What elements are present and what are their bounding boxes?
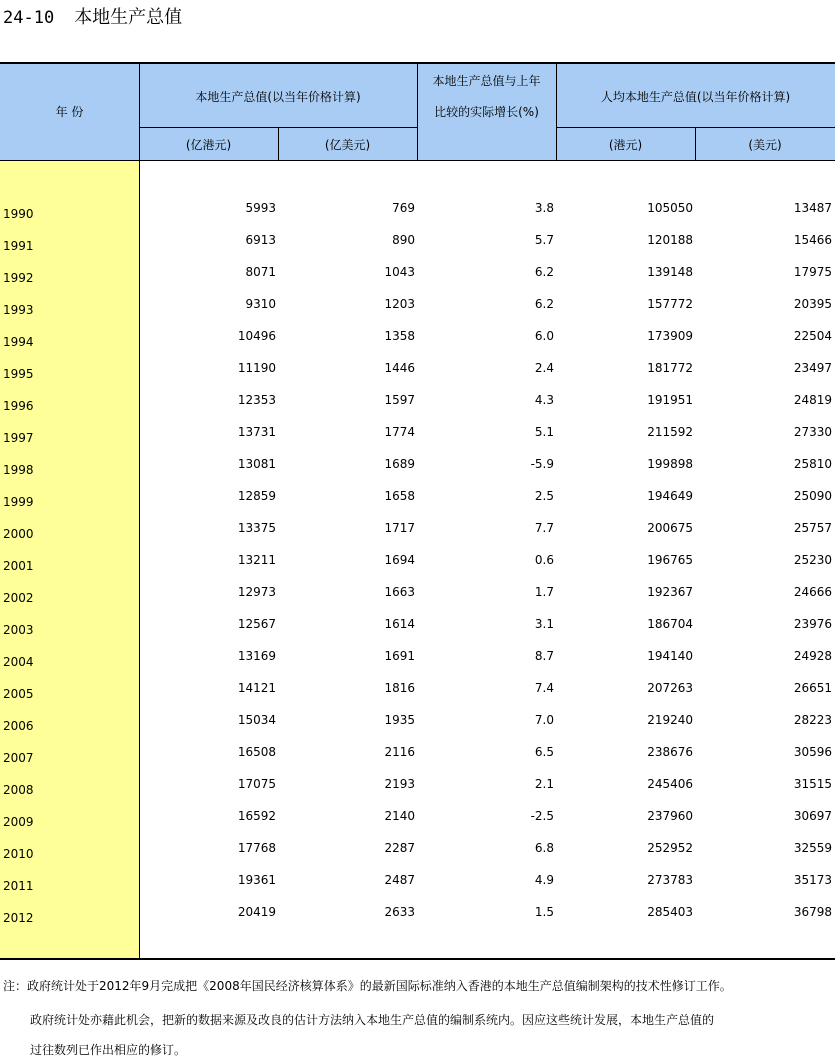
cell-pc-usd: 25090 bbox=[793, 489, 832, 503]
cell-growth: 5.7 bbox=[534, 233, 554, 247]
cell-growth: 3.8 bbox=[534, 201, 554, 215]
table-row bbox=[0, 384, 835, 416]
cell-growth: 7.7 bbox=[534, 521, 554, 535]
cell-pc-usd: 23976 bbox=[793, 617, 832, 631]
cell-gdp-hkd: 16508 bbox=[237, 745, 276, 759]
cell-gdp-hkd: 13081 bbox=[237, 457, 276, 471]
cell-year: 1991 bbox=[3, 239, 34, 253]
cell-growth: 3.1 bbox=[534, 617, 554, 631]
cell-pc-usd: 25810 bbox=[793, 457, 832, 471]
cell-year: 2008 bbox=[3, 783, 34, 797]
cell-pc-hkd: 194649 bbox=[647, 489, 693, 503]
cell-gdp-usd: 2633 bbox=[384, 905, 415, 919]
cell-pc-usd: 24666 bbox=[793, 585, 832, 599]
cell-pc-hkd: 120188 bbox=[647, 233, 693, 247]
table-row bbox=[0, 480, 835, 512]
cell-pc-usd: 17975 bbox=[793, 265, 832, 279]
table-row bbox=[0, 352, 835, 384]
cell-pc-usd: 24819 bbox=[793, 393, 832, 407]
table-row bbox=[0, 832, 835, 864]
header-bottom-rule bbox=[0, 160, 835, 161]
cell-pc-hkd: 285403 bbox=[647, 905, 693, 919]
cell-gdp-usd: 2140 bbox=[384, 809, 415, 823]
cell-gdp-hkd: 12353 bbox=[237, 393, 276, 407]
table-row bbox=[0, 224, 835, 256]
table-row bbox=[0, 448, 835, 480]
table-row bbox=[0, 672, 835, 704]
cell-gdp-hkd: 20419 bbox=[237, 905, 276, 919]
cell-pc-usd: 36798 bbox=[793, 905, 832, 919]
table-row bbox=[0, 608, 835, 640]
cell-growth: -2.5 bbox=[530, 809, 554, 823]
cell-pc-usd: 26651 bbox=[793, 681, 832, 695]
cell-gdp-usd: 1663 bbox=[384, 585, 415, 599]
cell-year: 2006 bbox=[3, 719, 34, 733]
cell-year: 2000 bbox=[3, 527, 34, 541]
cell-year: 2012 bbox=[3, 911, 34, 925]
table-row bbox=[0, 800, 835, 832]
header-year: 年 份 bbox=[55, 105, 84, 119]
cell-gdp-usd: 1691 bbox=[384, 649, 415, 663]
cell-gdp-hkd: 15034 bbox=[237, 713, 276, 727]
cell-pc-hkd: 192367 bbox=[647, 585, 693, 599]
cell-gdp-usd: 1614 bbox=[384, 617, 415, 631]
table-row bbox=[0, 288, 835, 320]
table-row bbox=[0, 576, 835, 608]
cell-gdp-hkd: 5993 bbox=[245, 201, 276, 215]
cell-growth: -5.9 bbox=[530, 457, 554, 471]
table-row bbox=[0, 640, 835, 672]
table-row bbox=[0, 416, 835, 448]
cell-growth: 6.0 bbox=[534, 329, 554, 343]
cell-gdp-usd: 1446 bbox=[384, 361, 415, 375]
cell-gdp-hkd: 13375 bbox=[237, 521, 276, 535]
cell-pc-hkd: 237960 bbox=[647, 809, 693, 823]
divider bbox=[556, 127, 835, 128]
note-line-2: 政府统计处亦藉此机会，把新的数据来源及改良的估计方法纳入本地生产总值的编制系统内。因应这些统计发展，本地生产总值的 bbox=[30, 1013, 715, 1027]
cell-year: 1997 bbox=[3, 431, 34, 445]
cell-year: 1999 bbox=[3, 495, 34, 509]
cell-gdp-usd: 1203 bbox=[384, 297, 415, 311]
cell-year: 2007 bbox=[3, 751, 34, 765]
cell-gdp-usd: 2116 bbox=[384, 745, 415, 759]
cell-pc-usd: 23497 bbox=[793, 361, 832, 375]
cell-growth: 5.1 bbox=[534, 425, 554, 439]
cell-gdp-hkd: 13211 bbox=[237, 553, 276, 567]
table-row bbox=[0, 704, 835, 736]
table-row bbox=[0, 768, 835, 800]
cell-growth: 4.3 bbox=[534, 393, 554, 407]
cell-gdp-usd: 1935 bbox=[384, 713, 415, 727]
cell-year: 2011 bbox=[3, 879, 34, 893]
cell-pc-hkd: 194140 bbox=[647, 649, 693, 663]
table-row bbox=[0, 864, 835, 896]
cell-growth: 0.6 bbox=[534, 553, 554, 567]
cell-pc-usd: 30697 bbox=[793, 809, 832, 823]
cell-year: 1995 bbox=[3, 367, 34, 381]
cell-pc-hkd: 252952 bbox=[647, 841, 693, 855]
cell-pc-usd: 27330 bbox=[793, 425, 832, 439]
cell-gdp-usd: 2193 bbox=[384, 777, 415, 791]
cell-pc-hkd: 238676 bbox=[647, 745, 693, 759]
cell-pc-usd: 30596 bbox=[793, 745, 832, 759]
table-row bbox=[0, 192, 835, 224]
cell-pc-hkd: 186704 bbox=[647, 617, 693, 631]
cell-pc-hkd: 211592 bbox=[647, 425, 693, 439]
cell-pc-hkd: 273783 bbox=[647, 873, 693, 887]
cell-pc-usd: 15466 bbox=[793, 233, 832, 247]
cell-growth: 8.7 bbox=[534, 649, 554, 663]
cell-growth: 6.5 bbox=[534, 745, 554, 759]
cell-gdp-hkd: 12859 bbox=[237, 489, 276, 503]
cell-pc-hkd: 157772 bbox=[647, 297, 693, 311]
cell-gdp-usd: 1658 bbox=[384, 489, 415, 503]
cell-gdp-hkd: 13731 bbox=[237, 425, 276, 439]
cell-gdp-usd: 1043 bbox=[384, 265, 415, 279]
cell-growth: 7.4 bbox=[534, 681, 554, 695]
cell-pc-hkd: 191951 bbox=[647, 393, 693, 407]
cell-growth: 1.7 bbox=[534, 585, 554, 599]
cell-pc-usd: 31515 bbox=[793, 777, 832, 791]
cell-pc-usd: 32559 bbox=[793, 841, 832, 855]
cell-gdp-usd: 1597 bbox=[384, 393, 415, 407]
note-line-1: 注：政府统计处于2012年9月完成把《2008年国民经济核算体系》的最新国际标准纳入香港的本地生产总值编制架构的技术性修订工作。 bbox=[3, 979, 732, 993]
cell-pc-usd: 28223 bbox=[793, 713, 832, 727]
cell-gdp-hkd: 11190 bbox=[237, 361, 276, 375]
cell-gdp-hkd: 12567 bbox=[237, 617, 276, 631]
cell-year: 1994 bbox=[3, 335, 34, 349]
cell-growth: 1.5 bbox=[534, 905, 554, 919]
table-row bbox=[0, 896, 835, 928]
cell-gdp-usd: 1816 bbox=[384, 681, 415, 695]
page-title bbox=[3, 6, 182, 30]
cell-gdp-hkd: 13169 bbox=[237, 649, 276, 663]
cell-pc-hkd: 196765 bbox=[647, 553, 693, 567]
cell-pc-usd: 24928 bbox=[793, 649, 832, 663]
cell-year: 1998 bbox=[3, 463, 34, 477]
cell-gdp-hkd: 16592 bbox=[237, 809, 276, 823]
cell-gdp-usd: 1774 bbox=[384, 425, 415, 439]
cell-gdp-hkd: 12973 bbox=[237, 585, 276, 599]
cell-gdp-usd: 890 bbox=[392, 233, 415, 247]
cell-gdp-hkd: 17768 bbox=[237, 841, 276, 855]
table-row bbox=[0, 736, 835, 768]
cell-pc-usd: 22504 bbox=[793, 329, 832, 343]
header-gdp-group: 本地生产总值(以当年价格计算) bbox=[195, 90, 361, 104]
cell-gdp-usd: 1717 bbox=[384, 521, 415, 535]
header-per-capita-group: 人均本地生产总值(以当年价格计算) bbox=[600, 90, 791, 104]
table-number: 24-10 bbox=[3, 8, 55, 28]
cell-growth: 6.2 bbox=[534, 297, 554, 311]
cell-year: 2005 bbox=[3, 687, 34, 701]
cell-pc-hkd: 245406 bbox=[647, 777, 693, 791]
cell-gdp-hkd: 8071 bbox=[245, 265, 276, 279]
cell-year: 2002 bbox=[3, 591, 34, 605]
cell-pc-usd: 13487 bbox=[793, 201, 832, 215]
cell-year: 2003 bbox=[3, 623, 34, 637]
cell-year: 1993 bbox=[3, 303, 34, 317]
cell-gdp-usd: 1689 bbox=[384, 457, 415, 471]
cell-pc-hkd: 207263 bbox=[647, 681, 693, 695]
cell-gdp-hkd: 19361 bbox=[237, 873, 276, 887]
header-gdp-hkd: (亿港元) bbox=[185, 138, 232, 152]
cell-pc-hkd: 105050 bbox=[647, 201, 693, 215]
cell-pc-hkd: 181772 bbox=[647, 361, 693, 375]
note-line-3: 过往数列已作出相应的修订。 bbox=[30, 1043, 187, 1057]
divider bbox=[139, 127, 417, 128]
header-growth-line2: 比较的实际增长(%) bbox=[434, 105, 539, 119]
cell-year: 2009 bbox=[3, 815, 34, 829]
cell-growth: 2.5 bbox=[534, 489, 554, 503]
cell-growth: 6.8 bbox=[534, 841, 554, 855]
cell-pc-usd: 25757 bbox=[793, 521, 832, 535]
cell-growth: 2.4 bbox=[534, 361, 554, 375]
cell-pc-usd: 35173 bbox=[793, 873, 832, 887]
cell-year: 1990 bbox=[3, 207, 34, 221]
cell-gdp-usd: 1358 bbox=[384, 329, 415, 343]
table-row bbox=[0, 512, 835, 544]
cell-pc-hkd: 199898 bbox=[647, 457, 693, 471]
cell-pc-usd: 20395 bbox=[793, 297, 832, 311]
cell-year: 1996 bbox=[3, 399, 34, 413]
cell-gdp-hkd: 14121 bbox=[237, 681, 276, 695]
header-growth-line1: 本地生产总值与上年 bbox=[432, 74, 541, 88]
cell-gdp-hkd: 10496 bbox=[237, 329, 276, 343]
cell-gdp-usd: 1694 bbox=[384, 553, 415, 567]
cell-pc-hkd: 200675 bbox=[647, 521, 693, 535]
cell-growth: 4.9 bbox=[534, 873, 554, 887]
cell-gdp-hkd: 17075 bbox=[237, 777, 276, 791]
cell-year: 2010 bbox=[3, 847, 34, 861]
bottom-rule bbox=[0, 958, 835, 960]
cell-gdp-hkd: 6913 bbox=[245, 233, 276, 247]
table-row bbox=[0, 544, 835, 576]
cell-gdp-hkd: 9310 bbox=[245, 297, 276, 311]
cell-year: 2004 bbox=[3, 655, 34, 669]
header-gdp-usd: (亿美元) bbox=[324, 138, 371, 152]
cell-growth: 2.1 bbox=[534, 777, 554, 791]
cell-year: 1992 bbox=[3, 271, 34, 285]
header-pc-hkd: (港元) bbox=[608, 138, 643, 152]
table-row bbox=[0, 256, 835, 288]
header-pc-usd: (美元) bbox=[748, 138, 782, 152]
cell-year: 2001 bbox=[3, 559, 34, 573]
table-row bbox=[0, 320, 835, 352]
cell-growth: 6.2 bbox=[534, 265, 554, 279]
cell-pc-usd: 25230 bbox=[793, 553, 832, 567]
cell-gdp-usd: 769 bbox=[392, 201, 415, 215]
cell-growth: 7.0 bbox=[534, 713, 554, 727]
table-title: 本地生产总值 bbox=[74, 7, 183, 28]
cell-gdp-usd: 2487 bbox=[384, 873, 415, 887]
cell-pc-hkd: 139148 bbox=[647, 265, 693, 279]
cell-pc-hkd: 173909 bbox=[647, 329, 693, 343]
cell-pc-hkd: 219240 bbox=[647, 713, 693, 727]
cell-gdp-usd: 2287 bbox=[384, 841, 415, 855]
